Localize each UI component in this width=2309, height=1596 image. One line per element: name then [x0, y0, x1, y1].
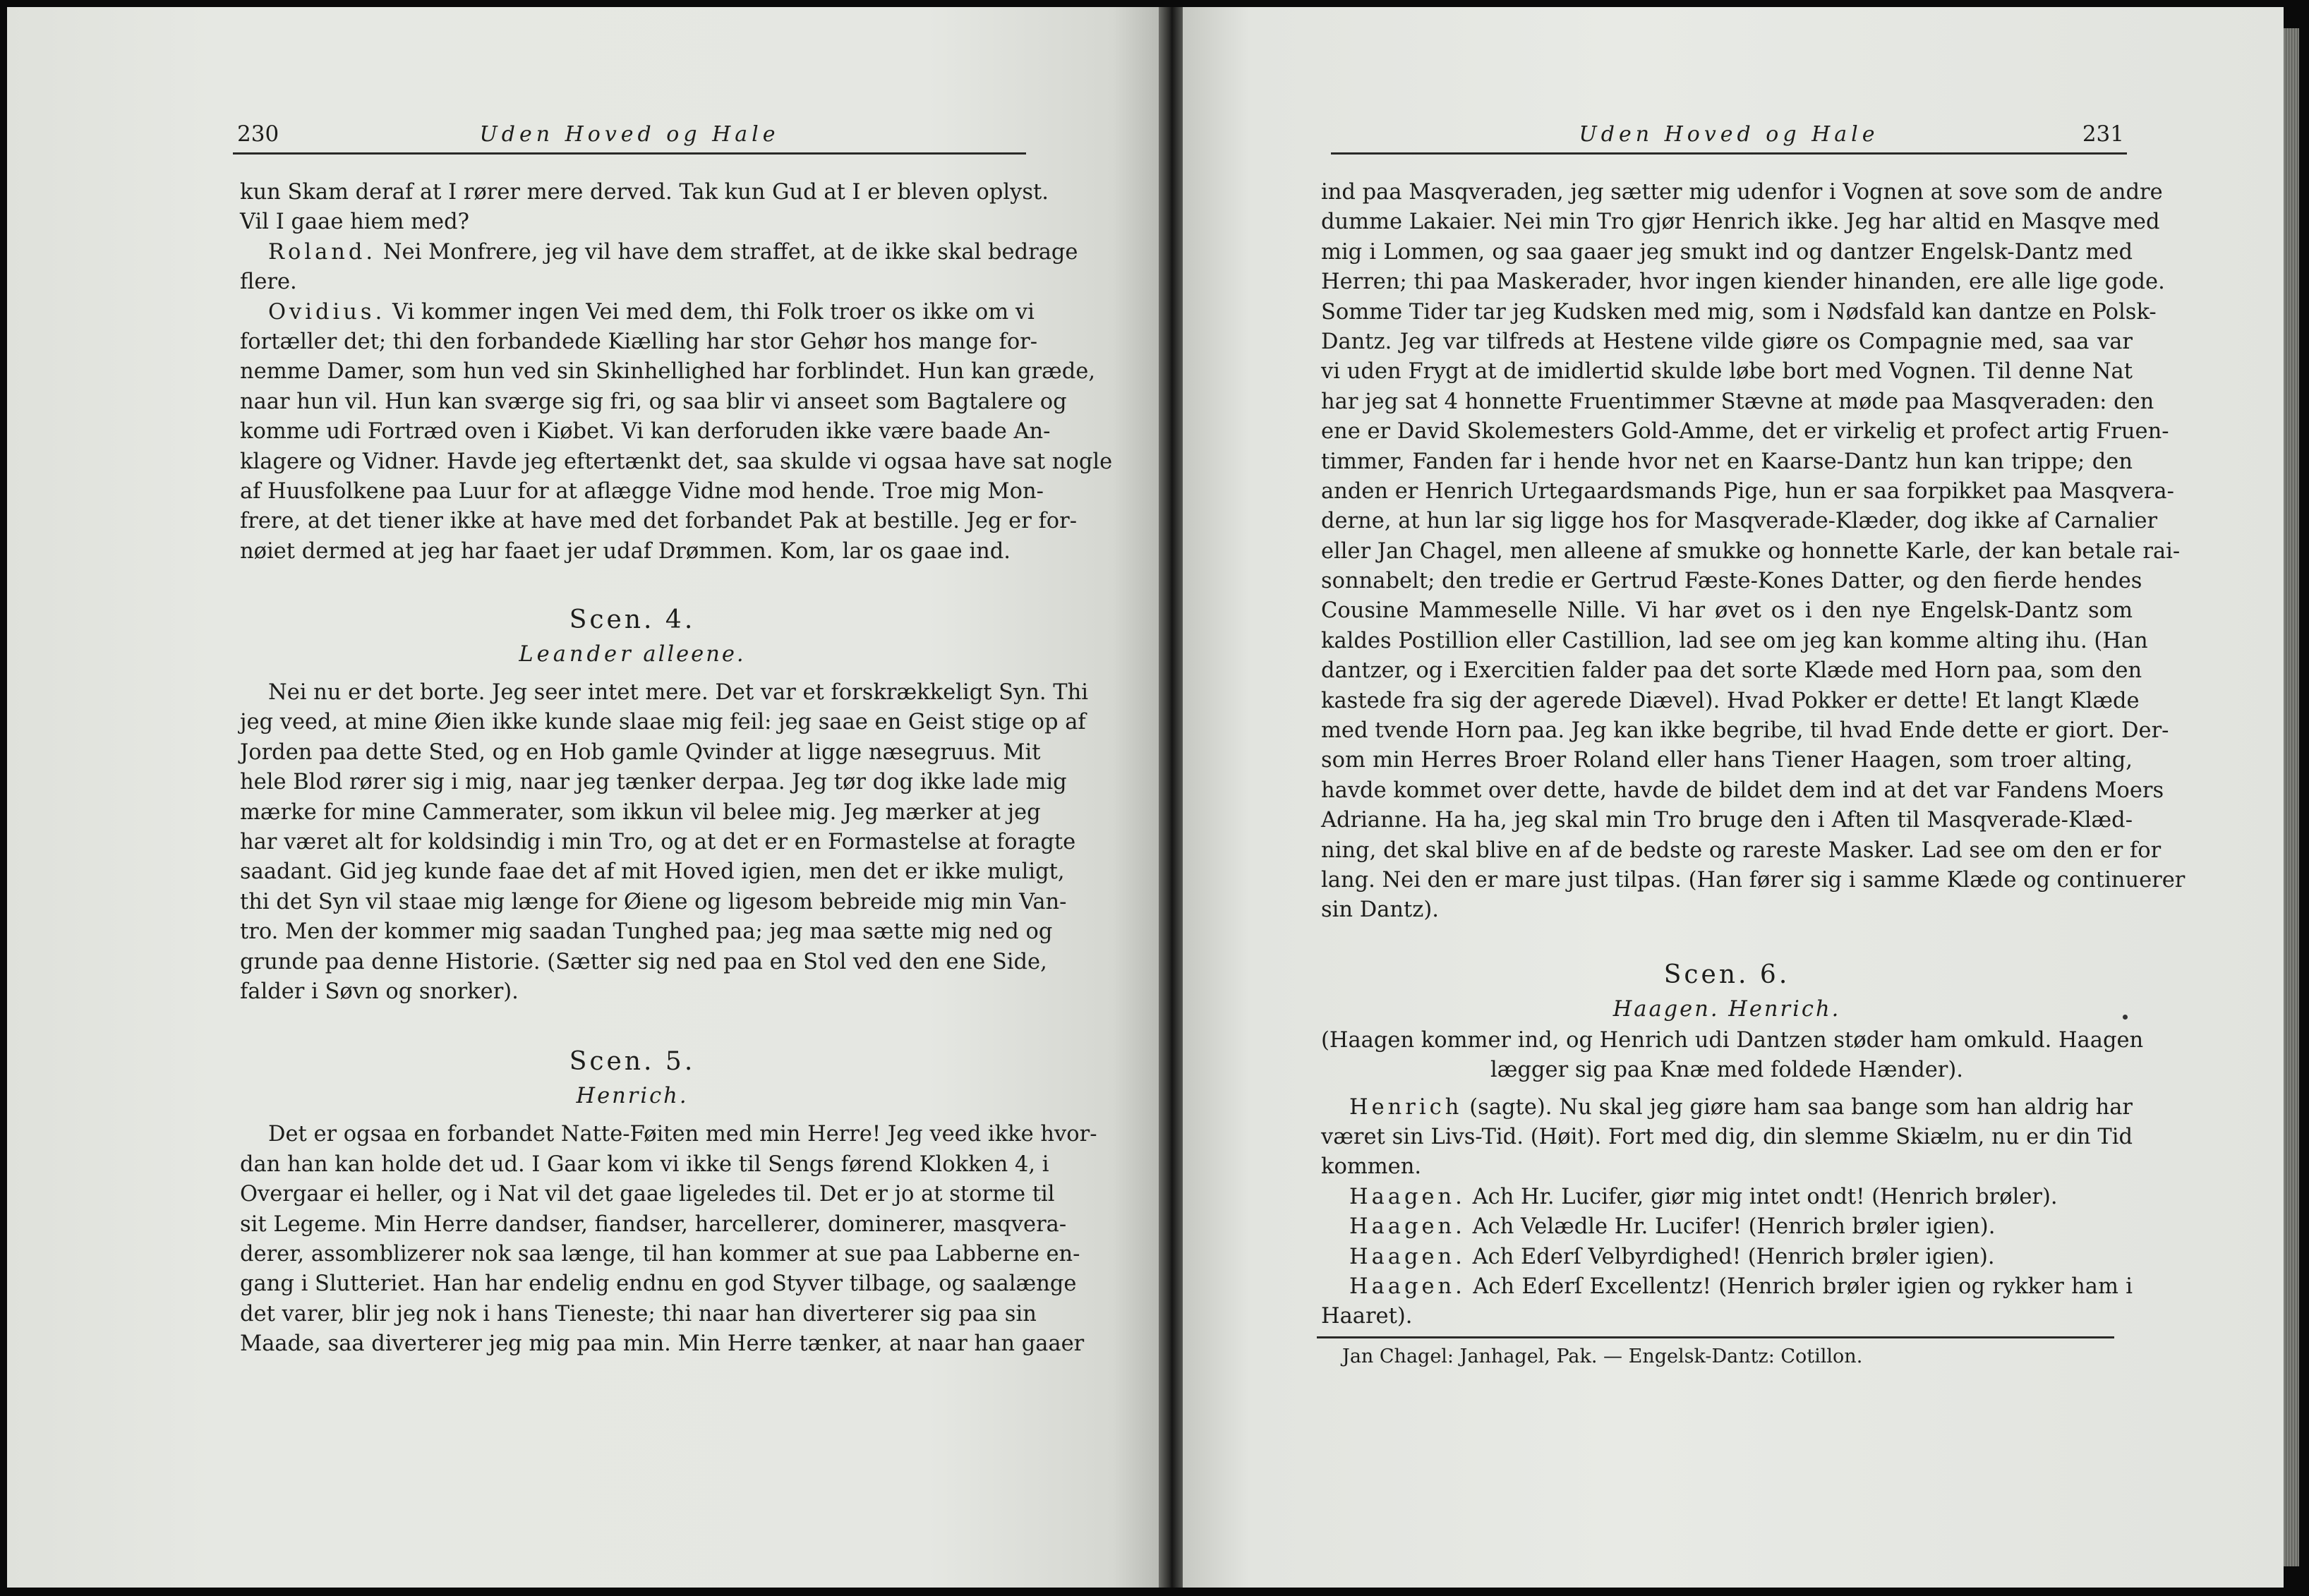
text-line: kaldes Postillion eller Castillion, lad see om jeg kan komme alting ihu. (Han: [1321, 628, 2148, 653]
text-line: dan han kan holde det ud. I Gaar kom vi ikke til Sengs førend Klokken 4, i: [240, 1151, 1049, 1177]
text-line: været sin Livs-Tid. (Høit). Fort med dig, din slemme Skiælm, nu er din Tid: [1321, 1124, 2133, 1149]
text-line: flere.: [240, 270, 297, 295]
speaker-name: Haagen.: [1349, 1184, 1466, 1209]
text-line: fortæller det; thi den forbandede Kiælling har stor Gehør hos mange for-: [240, 329, 1038, 354]
text-line: havde kommet over dette, havde de bildet dem ind at det var Fandens Moers: [1321, 778, 2164, 803]
text-line: ind paa Masqveraden, jeg sætter mig udenfor i Vognen at sove som de andre: [1321, 180, 2163, 205]
text-line: derer, assomblizerer nok saa længe, til han kommer at sue paa Labberne en-: [240, 1241, 1080, 1266]
text-line: sin Dantz).: [1321, 897, 1439, 923]
page-number-right: 231: [2082, 121, 2124, 147]
stage-direction: (Haagen kommer ind, og Henrich udi Dantzen støder ham omkuld. Haagen: [1321, 1027, 2144, 1053]
text-line: ning, det skal blive en af de bedste og rareste Masker. Lad see om den er for: [1321, 838, 2162, 863]
text-line: tro. Men der kommer mig saadan Tunghed paa; jeg maa sætte mig ned og: [240, 919, 1053, 945]
text-line: af Huusfolkene paa Luur for at aflægge Vidne mod hende. Troe mig Mon-: [240, 478, 1044, 504]
text-line: naar hun vil. Hun kan sværge sig fri, og saa blir vi anseet som Bagtalere og: [240, 389, 1067, 414]
speech-haagen: [1321, 1243, 2133, 1272]
book-gutter: [1159, 7, 1183, 1588]
text-line: klagere og Vidner. Havde jeg eftertænkt det, saa skulde vi ogsaa have sat nogle: [240, 449, 1113, 474]
text-line: Jorden paa dette Sted, og en Hob gamle Qvinder at ligge næsegruus. Mit: [240, 739, 1041, 765]
text-line: Overgaar ei heller, og i Nat vil det gaae ligeledes til. Det er jo at storme til: [240, 1182, 1055, 1207]
text-line: komme udi Fortræd oven i Kiøbet. Vi kan derforuden ikke være baade An-: [240, 419, 1051, 445]
speech-text: Ach Ederſ Excellentz! (Henrich brøler igien og rykker ham i: [1473, 1274, 2133, 1299]
text-line: kommen.: [1321, 1154, 1422, 1180]
text-line: sit Legeme. Min Herre dandser, fiandser, harcellerer, dominerer, masqvera-: [240, 1211, 1067, 1237]
stage-direction: lægger sig paa Knæ med foldede Hænder).: [1490, 1058, 1963, 1083]
text-line: Haaret).: [1321, 1304, 1413, 1329]
text-line: saadant. Gid jeg kunde faae det af mit Hoved igien, men det er ikke muligt,: [240, 859, 1065, 885]
text-line: dumme Lakaier. Nei min Tro gjør Henrich ikke. Jeg har altid en Masqve med: [1321, 210, 2160, 235]
text-line: Cousine Mammeselle Nille. Vi har øvet os i den nye Engelsk-Dantz som: [1321, 598, 2133, 624]
scene-cast-4: [240, 639, 1025, 671]
text-line: som min Herres Broer Roland eller hans Tiener Haagen, som troer alting,: [1321, 748, 2133, 773]
scene-heading-5: Scen. 5.: [569, 1047, 696, 1077]
speech-text: Ach Ederſ Velbyrdighed! (Henrich brøler igien).: [1472, 1244, 1995, 1269]
text-line: lang. Nei den er mare just tilpas. (Han fører sig i samme Klæde og continuerer: [1321, 867, 2186, 893]
text-line: frere, at det tiener ikke at have med det forbandet Pak at bestille. Jeg er for-: [240, 509, 1078, 534]
running-title-left: Uden Hoved og Hale: [479, 122, 780, 147]
speech-roland: [240, 238, 1078, 267]
text-line: kun Skam deraf at I rører mere derved. Tak kun Gud at I er bleven oplyst.: [240, 180, 1049, 205]
text-line: har jeg sat 4 honnette Fruentimmer Stævne at møde paa Masqveraden: den: [1321, 389, 2154, 414]
text-line: med tvende Horn paa. Jeg kan ikke begribe, til hvad Ende dette er giort. Der-: [1321, 718, 2169, 744]
text-line: Herren; thi paa Maskerader, hvor ingen kiender hinanden, ere alle lige gode.: [1321, 270, 2165, 295]
speaker-name: Ovidius.: [268, 299, 386, 325]
text-line: Vil I gaae hiem med?: [240, 210, 469, 235]
text-line: falder i Søvn og snorker).: [240, 979, 519, 1004]
right-page-text: [1321, 178, 2186, 1371]
speech-haagen: [1321, 1183, 2133, 1212]
left-running-header: [233, 119, 1026, 155]
page-number-left: 230: [237, 121, 279, 147]
text-line: mærke for mine Cammerater, som ikkun vil belee mig. Jeg mærker at jeg: [240, 799, 1041, 825]
text-line: timmer, Fanden far i hende hvor net en Kaarse-Dantz hun kan trippe; den: [1321, 449, 2133, 474]
text-line: vi uden Frygt at de imidlertid skulde løbe bort med Vognen. Til denne Nat: [1321, 359, 2133, 385]
print-speck: [2123, 1015, 2128, 1020]
text-line: hele Blod rører sig i mig, naar jeg tænker derpaa. Jeg tør dog ikke lade mig: [240, 770, 1067, 795]
footnote: Jan Chagel: Janhagel, Pak. — Engelsk-Dantz: Cotillon.: [1342, 1345, 1863, 1367]
text-line: eller Jan Chagel, men alleene af smukke og honnette Karle, der kan betale rai-: [1321, 538, 2181, 564]
speech-ovidius: [240, 298, 1035, 327]
text-line: Somme Tider tar jeg Kudsken med mig, som i Nødsfald kan dantze en Polsk-: [1321, 299, 2157, 325]
text-line: Maade, saa diverterer jeg mig paa min. Min Herre tænker, at naar han gaaer: [240, 1331, 1085, 1357]
text-line: grunde paa denne Historie. (Sætter sig ned paa en Stol ved den ene Side,: [240, 949, 1047, 974]
speech-henrich: [1321, 1093, 2133, 1123]
scene-cast-6: Haagen. Henrich.: [1612, 996, 1841, 1022]
right-running-header: [1331, 119, 2127, 155]
text-line: mig i Lommen, og saa gaaer jeg smukt ind og dantzer Engelsk-Dantz med: [1321, 239, 2133, 265]
text-line: dantzer, og i Exercitien falder paa det sorte Klæde med Horn paa, som den: [1321, 658, 2142, 684]
speaker-name: Roland.: [268, 239, 377, 265]
text-line: nøiet dermed at jeg har faaet jer udaf Drømmen. Kom, lar os gaae ind.: [240, 538, 1011, 564]
text-line: Adrianne. Ha ha, jeg skal min Tro bruge den i Aften til Masqverade-Klæd-: [1321, 808, 2133, 833]
speaker-name: Haagen.: [1349, 1274, 1466, 1299]
footnote-rule: [1317, 1336, 2114, 1338]
speaker-name: Henrich: [1349, 1094, 1463, 1120]
text-line: Nei nu er det borte. Jeg seer intet mere. Det var et forskrækkeligt Syn. Thi: [268, 680, 1089, 706]
text-line: Dantz. Jeg var tilfreds at Hestene vilde giøre os Compagnie med, saa var: [1321, 329, 2133, 354]
text-line: kastede fra sig der agerede Diævel). Hvad Pokker er dette! Et langt Klæde: [1321, 688, 2140, 713]
text-line: gang i Slutteriet. Han har endelig endnu en god Styver tilbage, og saalænge: [240, 1271, 1077, 1297]
scene-heading-4: Scen. 4.: [569, 605, 696, 635]
text-line: nemme Damer, som hun ved sin Skinhellighed har forblindet. Hun kan græde,: [240, 359, 1096, 385]
speech-text: (sagte). Nu skal jeg giøre ham saa bange som han aldrig har: [1469, 1094, 2133, 1120]
text-line: ene er David Skolemesters Gold-Amme, det er virkelig et profect artig Fruen-: [1321, 419, 2169, 445]
speaker-name: Haagen.: [1349, 1244, 1466, 1269]
speech-haagen: [1321, 1212, 2133, 1242]
scene-cast-5: Henrich.: [576, 1084, 689, 1109]
text-line: det varer, blir jeg nok i hans Tieneste; thi naar han diverterer sig paa sin: [240, 1301, 1037, 1326]
text-line: sonnabelt; den tredie er Gertrud Fæste-Kones Datter, og den fierde hendes: [1321, 569, 2142, 594]
speech-text: Nei Monfrere, jeg vil have dem straffet, at de ikke skal bedrage: [382, 239, 1078, 265]
page-edges: [2284, 28, 2299, 1566]
speech-text: Ach Hr. Lucifer, giør mig intet ondt! (Henrich brøler).: [1472, 1184, 2058, 1209]
text-line: anden er Henrich Urtegaardsmands Pige, hun er saa forpikket paa Masqvera-: [1321, 478, 2174, 504]
running-title-right: Uden Hoved og Hale: [1579, 122, 1879, 147]
speaker-name: Haagen.: [1349, 1214, 1466, 1240]
text-line: har været alt for koldsindig i min Tro, og at det er en Formastelse at foragte: [240, 830, 1076, 855]
speech-haagen: [1321, 1272, 2133, 1302]
left-page-text: [240, 178, 1113, 1360]
character-name: Leander: [519, 642, 634, 667]
text-line: thi det Syn vil staae mig længe for Øiene og ligesom bebreide mig min Van-: [240, 889, 1067, 914]
text-line: derne, at hun lar sig ligge hos for Masqverade-Klæder, dog ikke af Carnalier: [1321, 509, 2158, 534]
text-line: Det er ogsaa en forbandet Natte-Føiten med min Herre! Jeg veed ikke hvor-: [268, 1122, 1097, 1147]
speech-text: Vi kommer ingen Vei med dem, thi Folk troer os ikke om vi: [392, 299, 1035, 325]
cast-note: alleene.: [643, 642, 746, 667]
speech-text: Ach Velædle Hr. Lucifer! (Henrich brøler igien).: [1472, 1214, 1996, 1240]
scene-heading-6: Scen. 6.: [1663, 960, 1790, 989]
text-line: jeg veed, at mine Øien ikke kunde slaae mig feil: jeg saae en Geist stige op af: [240, 710, 1086, 735]
